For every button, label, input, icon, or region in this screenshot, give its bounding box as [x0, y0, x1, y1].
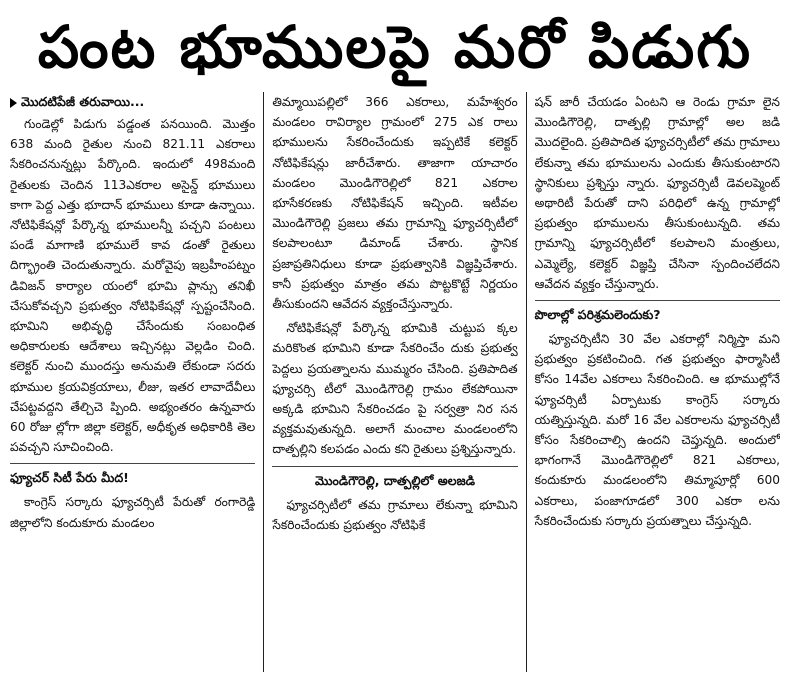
paragraph: కాంగ్రెస్ సర్కారు ఫ్యూచర్సిటీ పేరుతో రంగారెడ్డి జిల్లాలోని కందుకూరు మండలం — [10, 495, 256, 530]
subheading: పొలాల్లో పరిశ్రమలెందుకు? — [535, 300, 780, 325]
headline: పంట భూములపై మరో పిడుగు — [37, 13, 753, 81]
subheading: ఫ్యూచర్ సిటీ పేరు మీద! — [10, 463, 255, 488]
paragraph: షన్ జారీ చేయడం ఏంటని ఆ రెండు గ్రామా లైన మొండిగౌరెల్లి, దాత్పల్లి గ్రామాల్లో అల జడి మొదలైంది. ప్రతిపాదిత ఫ్యూచర్సిటీలో తమ గ్రామాలు లేకున్నా తమ భూములను ఎందుకు తీసుకుంటారని స్థానికులు ప్రశ్నిస్తు న్నారు. ఫ్యూచర్సిటీ డెవలప్మెంట్ అథారిటీ పేరుతో దాని పరిధిలో ఉన్న గ్రామాల్లో ప్రభుత్వం భూములను తీసుకుంటున్నది. తమ గ్రామాన్ని ఫ్యూచర్సిటీలో కలపాలని మంత్రులు, ఎమ్మెల్యే, కలెక్టర్ విజ్ఞప్తి చేసినా స్పందించలేదని ఆవేదన వ్యక్తం చేస్తున్నారు. — [534, 95, 780, 291]
column-2 — [263, 92, 525, 672]
paragraph: ఫ్యూచర్సిటీని 30 వేల ఎకరాల్లో నిర్మిస్తా మని ప్రభుత్వం ప్రకటించింది. గత ప్రభుత్వం ఫార్మాసిటీ కోసం 14వేల ఎకరాలు సేకరించింది. ఆ భూముల్లోనే ఫ్యూచర్సిటీ ఏర్పాటుకు కాంగ్రెస్ సర్కారు యత్నిస్తున్నది. మరో 16 వేల ఎకరాలను ఫ్యూచర్సిటీ కోసం సేకరించాల్సి ఉందని చెప్తున్నది. అందులో భాగంగానే మొండిగౌరెల్లిలో 821 ఎకరాలు, కందుకూరు మండలంలోని తిమ్మాపూర్లో 600 ఎకరాలు, పంజాగూడలో 300 ఎకరా లను సేకరించేందుకు సర్కారు ప్రయత్నాలు చేస్తున్నది. — [534, 332, 780, 528]
paragraph: గుండెల్లో పిడుగు పడ్డంత పనయింది. మొత్తం 638 మంది రైతుల నుంచి 821.11 ఎకరాలు సేకరించనున్నట్లు పేర్కొంది. ఇందులో 498మంది రైతులకు చెందిన 113ఎకరాల అసైన్డ్ భూములు కాగా పెద్ద ఎత్తు భూదాన్ భూములు కూడా ఉన్నాయి. నోటిఫికేషన్లో పేర్కొన్న భూములన్నీ పచ్చని పంటలు పండే మాగాణి భూములే కావ డంతో రైతులు దిగ్భ్రాంతి చెందుతున్నారు. మరోవైపు ఇబ్రహీంపట్నం డివిజన్ కార్యాల యంలో భూమి ప్లాన్సు తనిఖీ చేసుకోవచ్చని ప్రభుత్వం నోటిఫికేషన్లో స్పష్టంచేసింది. భూమిని అభివృద్ధి చేసేందుకు సంబంధిత అధికారులకు ఆదేశాలు ఇచ్చినట్లు వెల్లడిం చింది. కలెక్టర్ నుంచి ముందస్తు అనుమతి లేకుండా సదరు భూముల క్రయవిక్రయాలు, లీజు, ఇతర లావాదేవీలు చేపట్టవద్దని తేల్చిచె ప్పింది. అభ్యంతరం ఉన్నవారు 60 రోజు ల్లోగా జిల్లా కలెక్టర్, అధీకృత అధికారికి తెల పవచ్చని సూచించింది. — [10, 117, 256, 455]
column-3 — [526, 92, 780, 672]
paragraph: తిమ్మాయిపల్లిలో 366 ఎకరాలు, మహేశ్వరం మండలం రావిర్యాల గ్రామంలో 275 ఎక రాలు భూములను సేకరించేందుకు ఇప్పటికే కలెక్టర్ నోటిఫికేషన్లు జారీచేశారు. తాజాగా యాచారం మండలం మొండిగౌరెల్లిలో 821 ఎకరాల భూసేకరణకు నోటిఫికేషన్ ఇచ్చింది. ఇటీవల మొండిగౌరెల్లి ప్రజలు తమ గ్రామాన్ని ఫ్యూచర్సిటీలో కలపాలంటూ డిమాండ్ చేశారు. స్థానిక ప్రజాప్రతినిధులు కూడా ప్రభుత్వానికి విజ్ఞప్తిచేశారు. కానీ ప్రభుత్వం మాత్రం తమ పొట్టకొట్టే నిర్ణయం తీసుకుందని ఆవేదన వ్యక్తంచేస్తున్నారు. — [272, 95, 518, 312]
continuation-label — [10, 92, 255, 112]
paragraph: నోటిఫికేషన్లో పేర్కొన్న భూమికి చుట్టుప క్కల మరికొంత భూమిని కూడా సేకరించేం దుకు ప్రభుత్వ పెద్దలు ప్రయత్నాలను ముమ్మరం చేసింది. ప్రతిపాదిత ఫ్యూచర్సి టీలో మొండిగౌరెల్లి గ్రామం లేకపోయినా అక్కడి భూమిని సేకరించడం పై సర్వత్రా నిర సన వ్యక్తమవుతున్నది. అలాగే మంచాల మండలంలోని దాత్పల్లిని కలపడం ఎందు కని రైతులు ప్రశ్నిస్తున్నారు. — [272, 321, 518, 457]
subheading: మొండిగౌరెల్లి, దాత్పల్లిలో అలజడి — [272, 466, 517, 491]
article-columns — [10, 92, 780, 672]
triangle-bullet-icon — [10, 98, 17, 108]
continuation-text: మొదటిపేజీ తరువాయి... — [21, 94, 145, 109]
paragraph: ఫ్యూచర్సిటీలో తమ గ్రామాలు లేకున్నా భూమిని సేకరించేందుకు ప్రభుత్వం నోటిఫికే — [272, 497, 518, 532]
column-1 — [10, 92, 263, 672]
